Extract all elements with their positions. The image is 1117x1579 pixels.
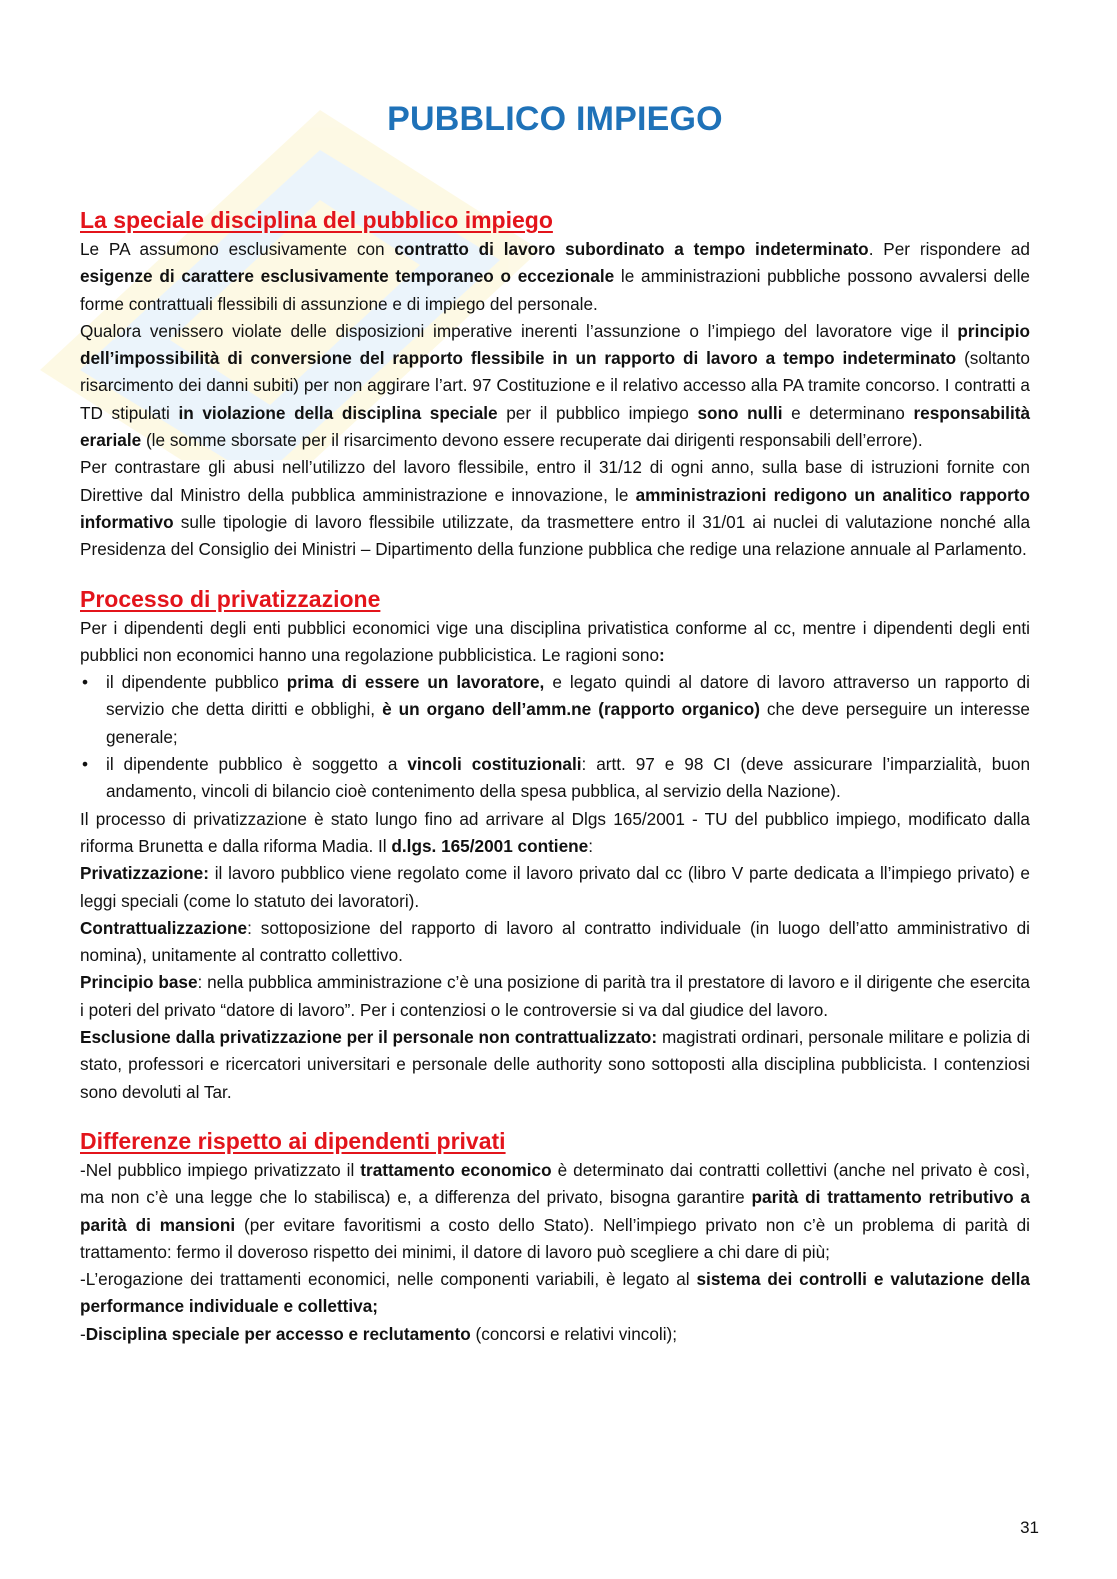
list-item (106, 669, 1030, 751)
page-title: PUBBLICO IMPIEGO (387, 100, 723, 138)
section-privatizzazione (80, 584, 1030, 1106)
text-run: è determinato dai contratti collettivi (anche nel privato è così, ma non c’è una legge che lo stabilisca) e, a differenza del privato, bisogna garantire (80, 1159, 1031, 1208)
paragraph (80, 318, 1030, 454)
paragraph (80, 969, 1030, 1024)
bold-text: esigenze di carattere esclusivamente temporaneo o eccezionale (80, 266, 615, 287)
text-run: -Nel pubblico impiego privatizzato il (80, 1159, 361, 1180)
paragraph (80, 1157, 1030, 1266)
text-run: Per contrastare gli abusi nell’utilizzo del lavoro flessibile, entro il 31/12 di ogni anno, sulla base di istruzioni fornite con Direttive dal Ministro della pubblica amministrazione e innovazione, le (80, 457, 1030, 505)
text-run: Qualora venissero violate delle disposizioni imperative inerenti l’assunzione o l’impiego del lavoratore vige il (80, 320, 958, 341)
section-heading: Differenze rispetto ai dipendenti privati (80, 1127, 506, 1154)
paragraph (80, 915, 1030, 970)
bold-text: Principio base (80, 972, 198, 993)
section-heading: La speciale disciplina del pubblico impiego (80, 207, 553, 233)
reasons-list (80, 669, 1030, 805)
bold-text: vincoli costituzionali (407, 754, 582, 775)
paragraph (80, 236, 1030, 318)
bold-text: prima di essere un lavoratore, (286, 672, 545, 693)
text-run: (concorsi e relativi vincoli); (470, 1323, 678, 1344)
paragraph (80, 860, 1030, 915)
text-run: il dipendente pubblico (106, 672, 287, 693)
text-run: : nella pubblica amministrazione c’è una posizione di parità tra il prestatore di lavoro e il dirigente che esercita i poteri del privato “datore di lavoro”. Per i contenziosi o le controversie si va dal giudice del lavoro. (80, 972, 1030, 1020)
text-run: - (80, 1323, 86, 1344)
text-run: il dipendente pubblico è soggetto a (106, 754, 408, 775)
text-run: (per evitare favoritismi a costo dello Stato). Nell’impiego privato non c’è un problema di parità di trattamento: fermo il doveroso rispetto dei minimi, il datore di lavoro può scegliere a chi dare di più; (80, 1214, 1030, 1262)
paragraph (80, 806, 1030, 861)
bold-text: sistema dei controlli e valutazione della performance individuale e collettiva; (80, 1269, 1030, 1317)
document-body (80, 205, 1030, 1348)
section-speciale-disciplina (80, 205, 1030, 564)
paragraph (80, 615, 1030, 670)
bold-text: Disciplina speciale per accesso e reclutamento (85, 1323, 471, 1344)
text-run: . Per rispondere ad (868, 239, 1030, 259)
text-run: magistrati ordinari, personale militare e polizia di stato, professori e ricercatori universitari e personale delle authority sono sottoposti alla disciplina pubblicista. I contenziosi sono devoluti al Tar. (80, 1027, 1031, 1102)
text-run: : (588, 835, 593, 856)
paragraph (80, 1266, 1030, 1321)
text-run: sulle tipologie di lavoro flessibile utilizzate, da trasmettere entro il 31/01 ai nuclei di valutazione nonché alla Presidenza del Consiglio dei Ministri – Dipartimento della funzione pubblica che redige una relazione annuale al Parlamento. (80, 511, 1030, 560)
text-run: (le somme sborsate per il risarcimento devono essere recuperate dai dirigenti responsabili dell’errore). (141, 430, 923, 451)
bold-text: contratto di lavoro subordinato a tempo indeterminato (394, 239, 869, 259)
bold-text: d.lgs. 165/2001 contiene (391, 835, 589, 856)
bold-text: Privatizzazione: (80, 863, 209, 884)
bold-text: è un organo dell’amm.ne (rapporto organico) (382, 699, 760, 720)
spacer (80, 564, 1030, 584)
text-run: che deve perseguire un interesse generale; (106, 699, 1030, 747)
bold-text: : (659, 644, 665, 665)
text-run: e determinano (782, 402, 914, 423)
page-number: 31 (1020, 1518, 1039, 1537)
bold-text: trattamento economico (360, 1159, 552, 1180)
list-item (106, 751, 1030, 806)
paragraph (80, 454, 1030, 563)
paragraph (80, 1024, 1030, 1106)
bold-text: principio dell’impossibilità di conversione del rapporto flessibile in un rapporto di lavoro a tempo indeterminato (80, 320, 1030, 369)
section-differenze (80, 1126, 1030, 1348)
paragraph (80, 1321, 1030, 1348)
section-heading: Processo di privatizzazione (80, 585, 381, 612)
bold-text: Contrattualizzazione (80, 917, 248, 938)
bold-text: Esclusione dalla privatizzazione per il personale non contrattualizzato: (80, 1027, 658, 1048)
text-run: -L’erogazione dei trattamenti economici, nelle componenti variabili, è legato al (80, 1269, 697, 1290)
text-run: : artt. 97 e 98 CI (deve assicurare l’imparzialità, buon andamento, vincoli di bilancio cioè contenimento della spesa pubblica, al servizio della Nazione). (106, 754, 1031, 802)
bold-text: responsabilità erariale (80, 402, 1031, 451)
text-run: Per i dipendenti degli enti pubblici economici vige una disciplina privatistica conforme al cc, mentre i dipendenti degli enti pubblici non economici hanno una regolazione pubblicistica. Le ragioni sono (80, 617, 1030, 665)
text-run: e legato quindi al datore di lavoro attraverso un rapporto di servizio che detta diritti e obblighi, (106, 672, 1030, 720)
text-run: : sottoposizione del rapporto di lavoro al contratto individuale (in luogo dell’atto amministrativo di nomina), unitamente al contratto collettivo. (80, 917, 1030, 966)
text-run: Il processo di privatizzazione è stato lungo fino ad arrivare al Dlgs 165/2001 - TU del pubblico impiego, modificato dalla riforma Brunetta e dalla riforma Madia. Il (80, 808, 1030, 856)
spacer (80, 1106, 1030, 1126)
bold-text: amministrazioni redigono un analitico rapporto informativo (80, 484, 1030, 532)
bold-text: parità di trattamento retributivo a parità di mansioni (80, 1187, 1030, 1235)
text-run: (soltanto risarcimento dei danni subiti) per non aggirare l’art. 97 Costituzione e il relativo accesso alla PA tramite concorso. I contratti a TD stipulati (80, 348, 1030, 423)
bold-text: sono nulli (697, 402, 783, 423)
text-run: per il pubblico impiego (497, 402, 698, 423)
text-run: le amministrazioni pubbliche possono avvalersi delle forme contrattuali flessibili di assunzione e di impiego del personale. (80, 266, 1030, 314)
text-run: Le PA assumono esclusivamente con (80, 239, 395, 259)
text-run: il lavoro pubblico viene regolato come il lavoro privato dal cc (libro V parte dedicata a ll’impiego privato) e leggi speciali (come lo statuto dei lavoratori). (80, 863, 1030, 911)
bold-text: in violazione della disciplina speciale (178, 402, 498, 423)
